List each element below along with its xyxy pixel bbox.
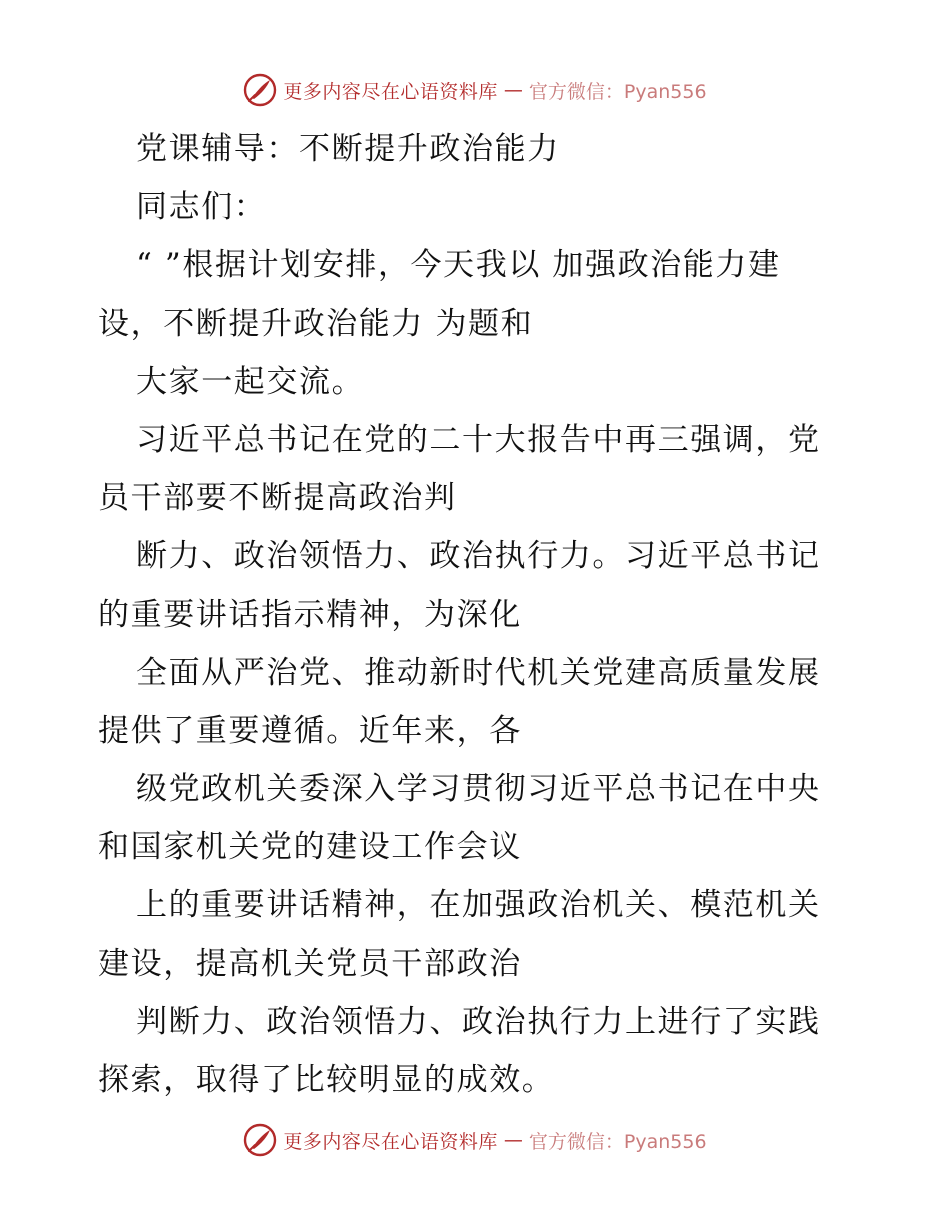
header-site-text: 更多内容尽在心语资料库 (283, 80, 498, 103)
paragraph-line: 探索，取得了比较明显的成效。 (98, 1062, 555, 1098)
footer-banner (0, 1120, 950, 1160)
footer-site-text: 更多内容尽在心语资料库 (283, 1130, 498, 1153)
paragraph-line: 上的重要讲话精神，在加强政治机关、模范机关 (136, 887, 821, 924)
document-title: 党课辅导：不断提升政治能力 (136, 131, 560, 167)
paragraph-line: 设，不断提升政治能力 为题和 (98, 305, 534, 342)
paragraph-line: 判断力、政治领悟力、政治执行力上进行了实践 (136, 1003, 821, 1040)
paragraph-line: 习近平总书记在党的二十大报告中再三强调，党 (136, 421, 821, 458)
header-wechat-text: 官方微信：Pyan556 (528, 80, 707, 103)
paragraph-line: 全面从严治党、推动新时代机关党建高质量发展 (136, 654, 821, 691)
footer-wechat-text: 官方微信：Pyan556 (528, 1130, 707, 1153)
quill-pen-logo-icon (243, 73, 277, 107)
header-banner (0, 70, 950, 110)
paragraph-line: 提供了重要遵循。近年来，各 (98, 712, 522, 749)
document-body (98, 120, 858, 1109)
header-separator: — (503, 79, 523, 101)
paragraph-line: 员干部要不断提高政治判 (98, 480, 457, 517)
paragraph-line: “ ”根据计划安排，今天我以 加强政治能力建 (136, 247, 781, 284)
paragraph-line: 大家一起交流。 (136, 363, 365, 400)
paragraph-line: 的重要讲话指示精神，为深化 (98, 596, 522, 633)
paragraph-line: 和国家机关党的建设工作会议 (98, 829, 522, 866)
footer-separator: — (503, 1129, 523, 1151)
paragraph-line: 级党政机关委深入学习贯彻习近平总书记在中央 (136, 771, 821, 808)
paragraph-line: 建设，提高机关党员干部政治 (98, 945, 522, 982)
quill-pen-logo-icon (243, 1123, 277, 1157)
paragraph-line: 断力、政治领悟力、政治执行力。习近平总书记 (136, 538, 821, 575)
salutation: 同志们： (136, 189, 267, 226)
